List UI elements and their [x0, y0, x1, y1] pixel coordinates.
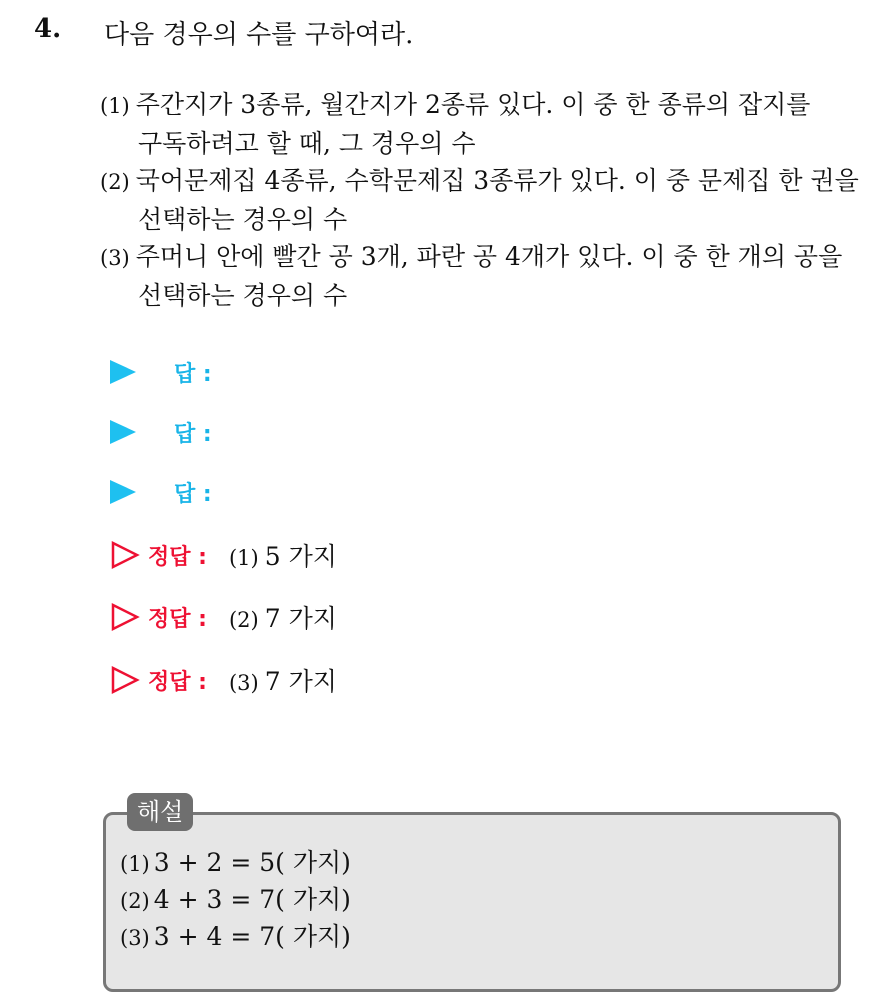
sub-question-line: 선택하는 경우의 수	[138, 281, 348, 310]
explanation-line	[120, 845, 351, 882]
correct-label: 정답 :	[148, 544, 207, 570]
sub-question-1	[100, 86, 870, 163]
answer-label: 답 :	[174, 421, 212, 447]
sub-question-index: (2)	[100, 170, 130, 194]
outline-triangle-icon	[110, 540, 140, 570]
explanation-index: (3)	[120, 926, 150, 950]
correct-value	[229, 537, 337, 573]
answer-row	[110, 472, 212, 512]
answer-row	[110, 352, 212, 392]
correct-row	[110, 660, 337, 700]
answer-label: 답 :	[174, 361, 212, 387]
explanation-lines	[120, 845, 351, 956]
explanation-line	[120, 919, 351, 956]
correct-index: (1)	[228, 546, 259, 570]
correct-row	[110, 597, 337, 637]
explanation-index: (1)	[120, 852, 150, 876]
correct-row	[110, 535, 337, 575]
explanation-text: 4 + 3 = 7( 가지)	[153, 885, 351, 914]
filled-triangle-icon	[110, 480, 136, 504]
correct-index: (2)	[228, 608, 259, 632]
sub-question-line: 주머니 안에 빨간 공 3개, 파란 공 4개가 있다. 이 중 한 개의 공을	[135, 242, 843, 271]
outline-triangle-icon	[110, 602, 140, 632]
answer-row	[110, 412, 212, 452]
explanation-text: 3 + 4 = 7( 가지)	[153, 922, 351, 951]
explanation-line	[120, 882, 351, 919]
filled-triangle-icon	[110, 360, 136, 384]
explanation-text: 3 + 2 = 5( 가지)	[153, 848, 351, 877]
sub-question-index: (1)	[100, 94, 130, 118]
correct-text: 7 가지	[264, 604, 337, 633]
sub-question-index: (3)	[100, 246, 130, 270]
correct-text: 5 가지	[264, 542, 337, 571]
question-number: 4.	[34, 14, 62, 44]
correct-value	[229, 662, 337, 698]
sub-question-line: 국어문제집 4종류, 수학문제집 3종류가 있다. 이 중 문제집 한 권을	[135, 166, 859, 195]
sub-question-line: 선택하는 경우의 수	[138, 205, 348, 234]
question-text: 다음 경우의 수를 구하여라.	[104, 20, 414, 50]
filled-triangle-icon	[110, 420, 136, 444]
correct-label: 정답 :	[148, 606, 207, 632]
explanation-tag: 해설	[127, 793, 193, 831]
sub-question-line: 구독하려고 할 때, 그 경우의 수	[138, 129, 476, 158]
correct-index: (3)	[228, 671, 259, 695]
sub-question-2	[100, 162, 870, 239]
sub-question-line: 주간지가 3종류, 월간지가 2종류 있다. 이 중 한 종류의 잡지를	[135, 90, 811, 119]
correct-label: 정답 :	[148, 669, 207, 695]
outline-triangle-icon	[110, 665, 140, 695]
answer-label: 답 :	[174, 481, 212, 507]
correct-text: 7 가지	[264, 667, 337, 696]
sub-question-3	[100, 238, 870, 315]
correct-value	[229, 599, 337, 635]
explanation-index: (2)	[120, 889, 150, 913]
